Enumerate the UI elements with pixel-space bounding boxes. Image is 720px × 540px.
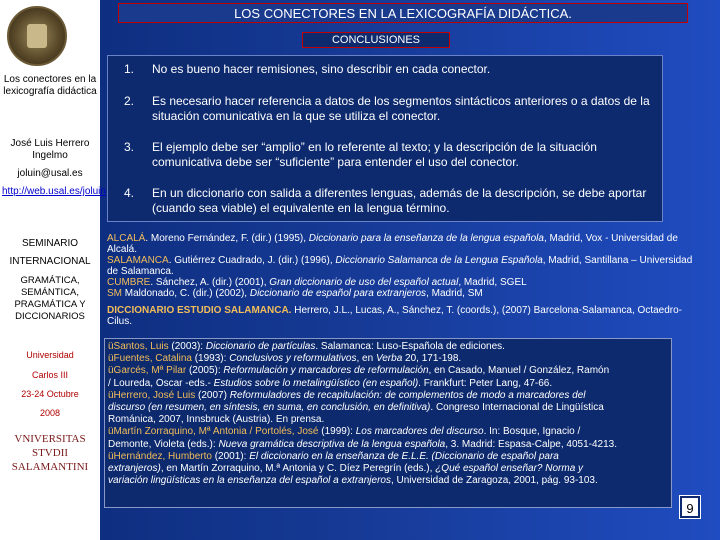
bibliography-line — [108, 390, 668, 402]
conclusion-number: 2. — [124, 94, 135, 108]
ref-rest: , Madrid, SM — [426, 288, 483, 299]
ref-key: SALAMANCA — [107, 255, 169, 266]
ref-rest: , Madrid, Vox - Universidad de Alcalá. — [107, 233, 678, 255]
conclusions-box — [107, 55, 663, 222]
bibliography-segment: Diccionario de partículas — [205, 341, 316, 352]
ref-key: ALCALÁ — [107, 233, 146, 244]
bibliography-segment: . Congreso Internacional de Lingüística — [430, 402, 604, 414]
bibliography-segment: üHerrero, José Luis — [108, 389, 196, 401]
page-number: 9 — [680, 496, 700, 518]
bibliography-line — [108, 426, 668, 438]
logo-line-3: SALAMANTINI — [11, 461, 89, 473]
ref-alcala — [107, 233, 697, 255]
ref-title: Gran diccionario de uso del español actual — [269, 277, 459, 288]
bibliography-segment: (2003): — [168, 341, 206, 352]
sidebar-univ-name: Carlos III — [31, 370, 68, 380]
sidebar-url[interactable] — [2, 186, 106, 198]
bibliography-segment: Reformulación y marcadores de reformulación — [223, 365, 429, 377]
bibliography-segment: (1993): — [191, 353, 230, 365]
bibliography-line — [108, 439, 668, 451]
ref-text: Herrero, J.L., Lucas, A., Sánchez, T. (coords.), (2007) Barcelona-Salamanca, Octaedro-Cilus. — [107, 305, 683, 327]
bibliography-line — [108, 463, 668, 475]
ref-key: CUMBRE — [107, 277, 151, 288]
ref-key: SM — [107, 288, 122, 299]
ref-text: . Moreno Fernández, F. (dir.) (1995), — [145, 233, 309, 244]
bibliography-segment: Románica, 2007, Innsbruck (Austria). En prensa. — [108, 414, 325, 426]
ref-key: DICCIONARIO ESTUDIO SALAMANCA. — [107, 305, 292, 316]
bibliography-line — [108, 451, 668, 463]
bibliography-segment: üGarcés, Mª Pilar — [108, 365, 187, 377]
ref-rest: , Madrid, Santillana – Universidad de Salamanca. — [107, 255, 693, 277]
bibliography-segment: , en Casado, Manuel / González, Ramón — [428, 365, 610, 377]
bibliography-segment: üMartín Zorraquino, Mª Antonia / Portolés, José — [108, 426, 319, 438]
sidebar-international: INTERNACIONAL — [9, 256, 91, 267]
ref-title: Diccionario Salamanca de la Lengua Española — [335, 255, 543, 266]
bibliography-segment: El diccionario en la enseñanza de E.L.E. (Diccionario de español para — [249, 450, 559, 462]
ref-title: Diccionario para la enseñanza de la lengua española — [308, 233, 544, 244]
bibliography-segment: üHernández, Humberto — [108, 450, 212, 462]
ref-text: . Gutiérrez Cuadrado, J. (dir.) (1996), — [168, 255, 336, 266]
ref-text: . Sánchez, A. (dir.) (2001), — [150, 277, 270, 288]
bibliography-box — [104, 338, 672, 508]
bibliography-segment: discurso (en resumen, en síntesis, en suma, en conclusión, en definitiva) — [108, 402, 431, 414]
conclusion-text: En un diccionario con salida a diferentes lenguas, además de la descripción, se debe aportar (cuando sea viable) el equivalente en la lengua término. — [152, 186, 647, 215]
ref-salamanca — [107, 255, 697, 277]
bibliography-line — [108, 353, 668, 365]
slide-title: LOS CONECTORES EN LA LEXICOGRAFÍA DIDÁCTICA. — [118, 3, 688, 23]
ref-cumbre — [107, 277, 697, 288]
bibliography-segment: , en Martín Zorraquino, M.ª Antonia y C. Díez Peregrín (eds.), — [160, 463, 436, 475]
bibliography-segment: (1999): — [318, 426, 356, 438]
bibliography-line — [108, 402, 668, 414]
bibliography-line — [108, 378, 668, 390]
bibliography-segment: (2005): — [186, 365, 224, 377]
sidebar-author: José Luis Herrero Ingelmo — [10, 138, 90, 161]
bibliography-segment: Los marcadores del discurso — [355, 426, 484, 438]
bibliography-segment: . In: Bosque, Ignacio / — [483, 426, 581, 438]
bibliography-line — [108, 414, 668, 426]
bibliography-segment: Nueva gramática descriptiva de la lengua española — [218, 438, 446, 450]
ref-sm — [107, 288, 697, 299]
bibliography-line — [108, 475, 668, 487]
bibliography-line — [108, 365, 668, 377]
sidebar — [0, 0, 106, 540]
conclusion-number: 4. — [124, 186, 135, 200]
bibliography-segment: variación lingüísticas en la enseñanza del español a extranjeros — [108, 475, 391, 487]
bibliography-segment: Estudios sobre lo metalingüístico (en español) — [213, 377, 419, 389]
bibliography-segment: , en — [356, 353, 376, 365]
bibliography-line — [108, 341, 668, 353]
url-link[interactable]: http://web.usal.es/joluin — [2, 186, 106, 197]
sidebar-course: GRAMÁTICA, SEMÁNTICA, PRAGMÁTICA Y DICCIONARIOS — [14, 275, 86, 322]
bibliography-segment: Verba — [375, 353, 403, 365]
conclusion-text: No es bueno hacer remisiones, sino describir en cada conector. — [152, 62, 491, 76]
bibliography-segment: (2007) — [195, 389, 230, 401]
ref-rest: , Madrid, SGEL — [458, 277, 527, 288]
dictionary-references — [107, 233, 697, 299]
conclusion-text: El ejemplo debe ser “amplio” en lo referente al texto; y la descripción de la situación comunicativa debe ser “suficiente” para entender el uso del conector. — [152, 140, 597, 169]
bibliography-segment: . Frankfurt: Peter Lang, 47-66. — [418, 377, 553, 389]
sidebar-year: 2008 — [39, 408, 61, 418]
logo-line-1: VNIVERSITAS — [14, 433, 86, 445]
conclusion-number: 1. — [124, 62, 135, 76]
bibliography-segment: , Universidad de Zaragoza, 2001, pág. 93-103. — [390, 475, 598, 487]
bibliography-segment: (2001): — [211, 450, 250, 462]
bibliography-segment: , 3. Madrid: Espasa-Calpe, 4051-4213. — [445, 438, 618, 450]
sidebar-university: Universidad — [26, 350, 74, 360]
logo-line-2: STVDII — [31, 447, 69, 459]
ref-text: Maldonado, C. (dir.) (2002), — [122, 288, 250, 299]
sidebar-dates: 23-24 Octubre — [21, 389, 79, 399]
bibliography-segment: Reformuladores de recapitulación: de complementos de modo a marcadores del — [229, 389, 586, 401]
bibliography-segment: / Loureda, Óscar -eds.- — [108, 377, 214, 389]
university-salamanca-logo — [4, 428, 96, 478]
bibliography-segment: üSantos, Luis — [108, 341, 169, 352]
bibliography-segment: üFuentes, Catalina — [108, 353, 192, 365]
bibliography-segment: . Salamanca: Luso-Española de ediciones. — [315, 341, 505, 352]
bibliography-segment: ¿Qué español enseñar? Norma y — [435, 463, 584, 475]
conclusion-text: Es necesario hacer referencia a datos de los segmentos sintácticos anteriores o a datos de la situación comunicativa en la que se utiliza el conector. — [152, 94, 650, 123]
conclusion-number: 3. — [124, 140, 135, 154]
sidebar-seminar: SEMINARIO — [21, 238, 79, 249]
ref-estudio-salamanca — [107, 305, 695, 327]
bibliography-segment: Conclusivos y reformulativos — [229, 353, 357, 365]
congress-logo — [7, 6, 67, 66]
sidebar-email: joluin@usal.es — [17, 168, 83, 179]
bibliography-segment: 20, 171-198. — [402, 353, 462, 365]
section-title: CONCLUSIONES — [302, 32, 450, 48]
ref-title: Diccionario de español para extranjeros — [249, 288, 427, 299]
sidebar-topic: Los conectores en la lexicografía didáctica — [3, 74, 97, 97]
bibliography-segment: Demonte, Violeta (eds.): — [108, 438, 219, 450]
bibliography-segment: extranjeros) — [108, 463, 161, 475]
